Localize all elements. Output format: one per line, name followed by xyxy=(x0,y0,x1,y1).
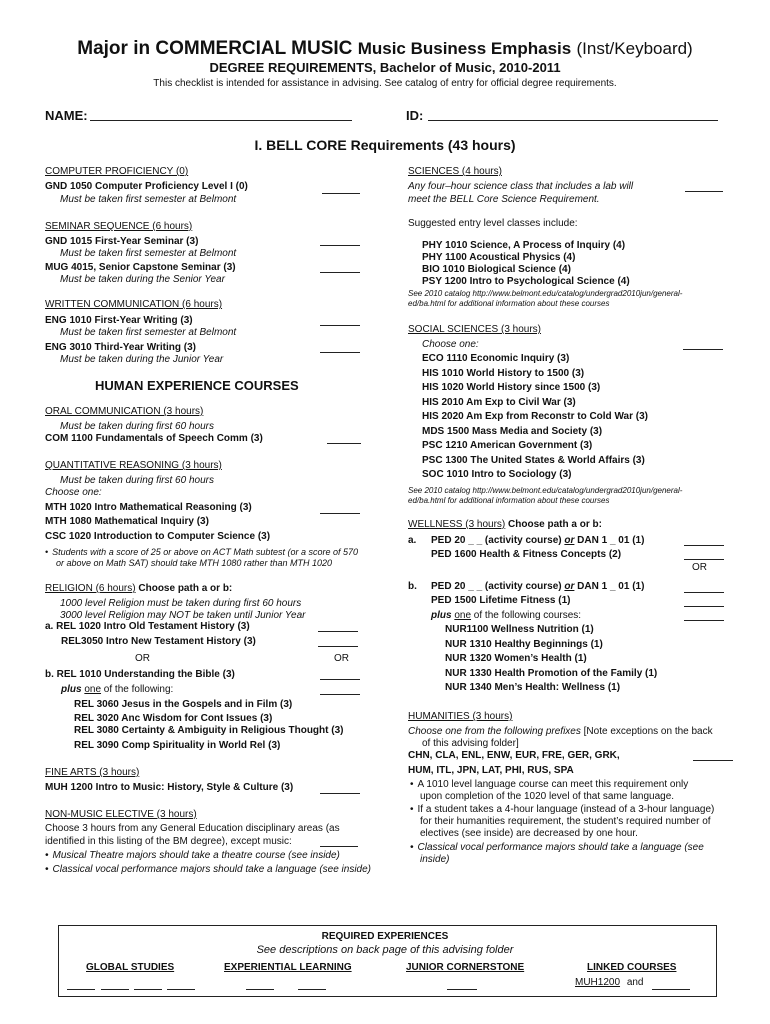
religion-note-1: 1000 level Religion must be taken during first 60 hours xyxy=(60,598,302,609)
wellness-a2: PED 1600 Health & Fitness Concepts (2) xyxy=(431,549,622,560)
sciences-course-2: PHY 1100 Acoustical Physics (4) xyxy=(422,252,576,263)
wellness-b1 xyxy=(431,581,644,592)
humanities-line-1 xyxy=(408,726,713,737)
global-blank-1[interactable] xyxy=(67,989,95,990)
required-heading: REQUIRED EXPERIENCES xyxy=(321,931,449,942)
linked-course-value: MUH1200 xyxy=(575,977,621,988)
human-exp-heading: HUMAN EXPERIENCE COURSES xyxy=(95,378,299,393)
wellness-heading-row xyxy=(408,519,602,530)
social-course-8: PSC 1300 The United States & World Affairs (3) xyxy=(422,455,645,466)
written-note-2: Must be taken during the Junior Year xyxy=(60,354,224,365)
religion-opt-1: REL 3060 Jesus in the Gospels and in Film (3) xyxy=(74,699,293,710)
social-course-9: SOC 1010 Intro to Sociology (3) xyxy=(422,469,572,480)
experiential-blank-2[interactable] xyxy=(298,989,326,990)
sciences-suggested: Suggested entry level classes include: xyxy=(408,218,578,229)
wellness-nur-4: NUR 1330 Health Promotion of the Family (1) xyxy=(445,668,658,679)
title-inst: (Inst/Keyboard) xyxy=(576,39,693,58)
global-blank-3[interactable] xyxy=(134,989,162,990)
religion-opt-2: REL 3020 Anc Wisdom for Cont Issues (3) xyxy=(74,713,273,724)
elective-blank[interactable] xyxy=(320,846,358,847)
humanities-bullet-1a: • A 1010 level language course can meet this requirement only xyxy=(410,779,688,790)
written-heading: WRITTEN COMMUNICATION (6 hours) xyxy=(45,299,223,310)
religion-a2: REL3050 Intro New Testament History (3) xyxy=(61,636,256,647)
quant-course-1: MTH 1020 Intro Mathematical Reasoning (3) xyxy=(45,502,252,513)
religion-heading: RELIGION (6 hours) xyxy=(45,583,136,594)
humanities-bullet-2a: • If a student takes a 4-hour language (instead of a 3-hour language) xyxy=(410,804,714,815)
quant-course-3: CSC 1020 Introduction to Computer Science (3) xyxy=(45,531,271,542)
seminar-heading: SEMINAR SEQUENCE (6 hours) xyxy=(45,221,193,232)
quant-bullet-2: or above on Math SAT) should take MTH 1080 rather than MTH 1020 xyxy=(56,558,332,568)
social-see-1: See 2010 catalog http://www.belmont.edu/catalog/undergrad2010jun/general- xyxy=(408,486,683,495)
fine-arts-course: MUH 1200 Intro to Music: History, Style & Culture (3) xyxy=(45,782,294,793)
elective-line-1: Choose 3 hours from any General Education disciplinary areas (as xyxy=(45,823,340,834)
humanities-note: [Note exceptions on the back xyxy=(580,726,713,737)
wellness-a1 xyxy=(431,535,644,546)
social-course-6: MDS 1500 Mass Media and Society (3) xyxy=(422,426,603,437)
seminar-course-1: GND 1015 First-Year Seminar (3) xyxy=(45,236,199,247)
religion-or-1: OR xyxy=(135,653,150,664)
humanities-prefix-2: HUM, ITL, JPN, LAT, PHI, RUS, SPA xyxy=(408,765,574,776)
religion-heading-row xyxy=(45,583,232,594)
quant-course-2: MTH 1080 Mathematical Inquiry (3) xyxy=(45,516,209,527)
name-label: NAME: xyxy=(45,108,88,123)
religion-a1: a. REL 1020 Intro Old Testament History (3) xyxy=(45,621,250,632)
oral-blank[interactable] xyxy=(327,443,361,444)
comp-prof-heading: COMPUTER PROFICIENCY (0) xyxy=(45,166,189,177)
social-course-4: HIS 2010 Am Exp to Civil War (3) xyxy=(422,397,576,408)
sciences-course-1: PHY 1010 Science, A Process of Inquiry (4) xyxy=(422,240,626,251)
sciences-see-1: See 2010 catalog http://www.belmont.edu/catalog/undergrad2010jun/general- xyxy=(408,289,683,298)
religion-note-2: 3000 level Religion may NOT be taken until Junior Year xyxy=(60,610,306,621)
sciences-blank[interactable] xyxy=(685,191,723,192)
comp-prof-blank[interactable] xyxy=(322,193,360,194)
page-title xyxy=(0,38,770,60)
elective-bullet-1: • Musical Theatre majors should take a theatre course (see inside) xyxy=(45,850,340,861)
experiential-learning-label: EXPERIENTIAL LEARNING xyxy=(224,962,352,973)
written-course-1: ENG 1010 First-Year Writing (3) xyxy=(45,315,193,326)
wellness-b1-post: DAN 1 _ 01 (1) xyxy=(574,581,645,592)
religion-one: one xyxy=(84,684,102,695)
social-course-5: HIS 2020 Am Exp from Reconstr to Cold War (3) xyxy=(422,411,648,422)
social-course-1: ECO 1110 Economic Inquiry (3) xyxy=(422,353,570,364)
title-major: Major in COMMERCIAL MUSIC xyxy=(77,38,353,59)
religion-or-2: OR xyxy=(334,653,349,664)
id-label: ID: xyxy=(406,108,424,123)
junior-cornerstone-label: JUNIOR CORNERSTONE xyxy=(406,962,525,973)
sciences-line-2: meet the BELL Core Science Requirement. xyxy=(408,194,600,205)
experiential-blank-1[interactable] xyxy=(246,989,274,990)
social-course-7: PSC 1210 American Government (3) xyxy=(422,440,593,451)
sciences-see-2: ed/ba.html for additional information about these courses xyxy=(408,299,610,308)
humanities-blank[interactable] xyxy=(693,760,733,761)
wellness-of-following: of the following courses: xyxy=(471,610,582,621)
wellness-one: one xyxy=(454,610,472,621)
seminar-blank-1[interactable] xyxy=(320,245,360,246)
written-note-1: Must be taken first semester at Belmont xyxy=(60,327,237,338)
religion-a2-blank[interactable] xyxy=(318,646,358,647)
wellness-nur-1: NUR1100 Wellness Nutrition (1) xyxy=(445,624,594,635)
sciences-heading: SCIENCES (4 hours) xyxy=(408,166,502,177)
bell-core-heading: I. BELL CORE Requirements (43 hours) xyxy=(254,137,516,153)
humanities-bullet-3a: • Classical vocal performance majors should take a language (see xyxy=(410,842,704,853)
oral-heading: ORAL COMMUNICATION (3 hours) xyxy=(45,406,204,417)
wellness-a1-or: or xyxy=(564,535,575,546)
wellness-b1-or: or xyxy=(564,581,575,592)
wellness-a1-blank[interactable] xyxy=(684,545,724,546)
name-field[interactable] xyxy=(90,120,352,121)
humanities-bullet-2b: for their humanities requirement, the student’s required number of xyxy=(420,816,711,827)
comp-prof-course: GND 1050 Computer Proficiency Level I (0) xyxy=(45,181,248,192)
written-blank-2[interactable] xyxy=(320,352,360,353)
wellness-b1-pre: PED 20 _ _ (activity course) xyxy=(431,581,565,592)
humanities-bullet-3b: inside) xyxy=(420,854,450,865)
elective-heading: NON-MUSIC ELECTIVE (3 hours) xyxy=(45,809,197,820)
religion-plus-row xyxy=(61,684,173,695)
quant-choose: Choose one: xyxy=(45,487,102,498)
oral-note: Must be taken during first 60 hours xyxy=(60,421,214,432)
religion-plus: plus xyxy=(61,684,82,695)
social-heading: SOCIAL SCIENCES (3 hours) xyxy=(408,324,542,335)
required-sub: See descriptions on back page of this advising folder xyxy=(256,944,514,956)
religion-a1-blank[interactable] xyxy=(318,631,358,632)
humanities-bullet-2c: electives (see inside) are decreased by one hour. xyxy=(420,828,638,839)
seminar-note-2: Must be taken during the Senior Year xyxy=(60,274,225,285)
wellness-nur-3: NUR 1320 Women’s Health (1) xyxy=(445,653,587,664)
wellness-heading: WELLNESS (3 hours) xyxy=(408,519,506,530)
sciences-course-3: BIO 1010 Biological Science (4) xyxy=(422,264,571,275)
written-blank-1[interactable] xyxy=(320,325,360,326)
global-studies-label: GLOBAL STUDIES xyxy=(86,962,175,973)
religion-of-following: of the following: xyxy=(101,684,174,695)
title-emphasis: Music Business Emphasis xyxy=(357,39,572,58)
religion-choose: Choose path a or b: xyxy=(138,583,233,594)
junior-blank[interactable] xyxy=(447,989,477,990)
written-course-2: ENG 3010 Third-Year Writing (3) xyxy=(45,342,196,353)
wellness-b2: PED 1500 Lifetime Fitness (1) xyxy=(431,595,571,606)
religion-b1: b. REL 1010 Understanding the Bible (3) xyxy=(45,669,235,680)
religion-b2-blank[interactable] xyxy=(320,694,360,695)
humanities-bullet-1b: upon completion of the 1020 level of that same language. xyxy=(420,791,675,802)
seminar-note-1: Must be taken first semester at Belmont xyxy=(60,248,237,259)
linked-blank[interactable] xyxy=(652,989,690,990)
humanities-line-2: of this advising folder] xyxy=(422,738,519,749)
wellness-b2-blank[interactable] xyxy=(684,606,724,607)
wellness-plus-row xyxy=(431,610,581,621)
religion-b1-blank[interactable] xyxy=(320,679,360,680)
global-blank-4[interactable] xyxy=(167,989,195,990)
wellness-b-label: b. xyxy=(408,581,417,592)
elective-bullet-2: • Classical vocal performance majors should take a language (see inside) xyxy=(45,864,371,875)
fine-arts-blank[interactable] xyxy=(320,793,360,794)
wellness-nur-2: NUR 1310 Healthy Beginnings (1) xyxy=(445,639,603,650)
elective-line-2: identified in this listing of the BM degree), except music: xyxy=(45,836,292,847)
quant-blank[interactable] xyxy=(320,513,360,514)
comp-prof-note: Must be taken first semester at Belmont xyxy=(60,194,237,205)
oral-course: COM 1100 Fundamentals of Speech Comm (3) xyxy=(45,433,263,444)
sciences-line-1: Any four–hour science class that includes a lab will xyxy=(408,181,634,192)
humanities-heading: HUMANITIES (3 hours) xyxy=(408,711,513,722)
quant-heading: QUANTITATIVE REASONING (3 hours) xyxy=(45,460,222,471)
religion-opt-3: REL 3080 Certainty & Ambiguity in Religious Thought (3) xyxy=(74,725,344,736)
wellness-b1-blank[interactable] xyxy=(684,592,724,593)
sciences-course-4: PSY 1200 Intro to Psychological Science (4) xyxy=(422,276,630,287)
social-course-2: HIS 1010 World History to 1500 (3) xyxy=(422,368,585,379)
fine-arts-heading: FINE ARTS (3 hours) xyxy=(45,767,140,778)
wellness-a-label: a. xyxy=(408,535,417,546)
quant-bullet-1: • Students with a score of 25 or above on ACT Math subtest (or a score of 570 xyxy=(45,547,358,557)
social-choose: Choose one: xyxy=(422,339,479,350)
quant-note: Must be taken during first 60 hours xyxy=(60,475,214,486)
subtitle: DEGREE REQUIREMENTS, Bachelor of Music, 2010-2011 xyxy=(209,60,561,75)
humanities-choose: Choose one from the following prefixes xyxy=(408,726,581,737)
religion-opt-4: REL 3090 Comp Spirituality in World Rel (3) xyxy=(74,740,281,751)
advising-note: This checklist is intended for assistance in advising. See catalog of entry for official degree requirements. xyxy=(153,78,617,89)
social-blank[interactable] xyxy=(683,349,723,350)
seminar-blank-2[interactable] xyxy=(320,272,360,273)
wellness-b3-blank[interactable] xyxy=(684,620,724,621)
wellness-a1-post: DAN 1 _ 01 (1) xyxy=(574,535,645,546)
linked-courses-row xyxy=(575,977,644,988)
wellness-choose: Choose path a or b: xyxy=(508,519,602,530)
social-see-2: ed/ba.html for additional information about these courses xyxy=(408,496,610,505)
linked-courses-label: LINKED COURSES xyxy=(587,962,677,973)
wellness-a1-pre: PED 20 _ _ (activity course) xyxy=(431,535,565,546)
wellness-nur-5: NUR 1340 Men’s Health: Wellness (1) xyxy=(445,682,621,693)
linked-and: and xyxy=(626,977,644,988)
seminar-course-2: MUG 4015, Senior Capstone Seminar (3) xyxy=(45,262,236,273)
wellness-a2-blank[interactable] xyxy=(684,559,724,560)
wellness-or: OR xyxy=(692,562,707,573)
global-blank-2[interactable] xyxy=(101,989,129,990)
id-field[interactable] xyxy=(428,120,718,121)
humanities-prefix-1: CHN, CLA, ENL, ENW, EUR, FRE, GER, GRK, xyxy=(408,750,620,761)
wellness-plus: plus xyxy=(431,610,452,621)
social-course-3: HIS 1020 World History since 1500 (3) xyxy=(422,382,601,393)
